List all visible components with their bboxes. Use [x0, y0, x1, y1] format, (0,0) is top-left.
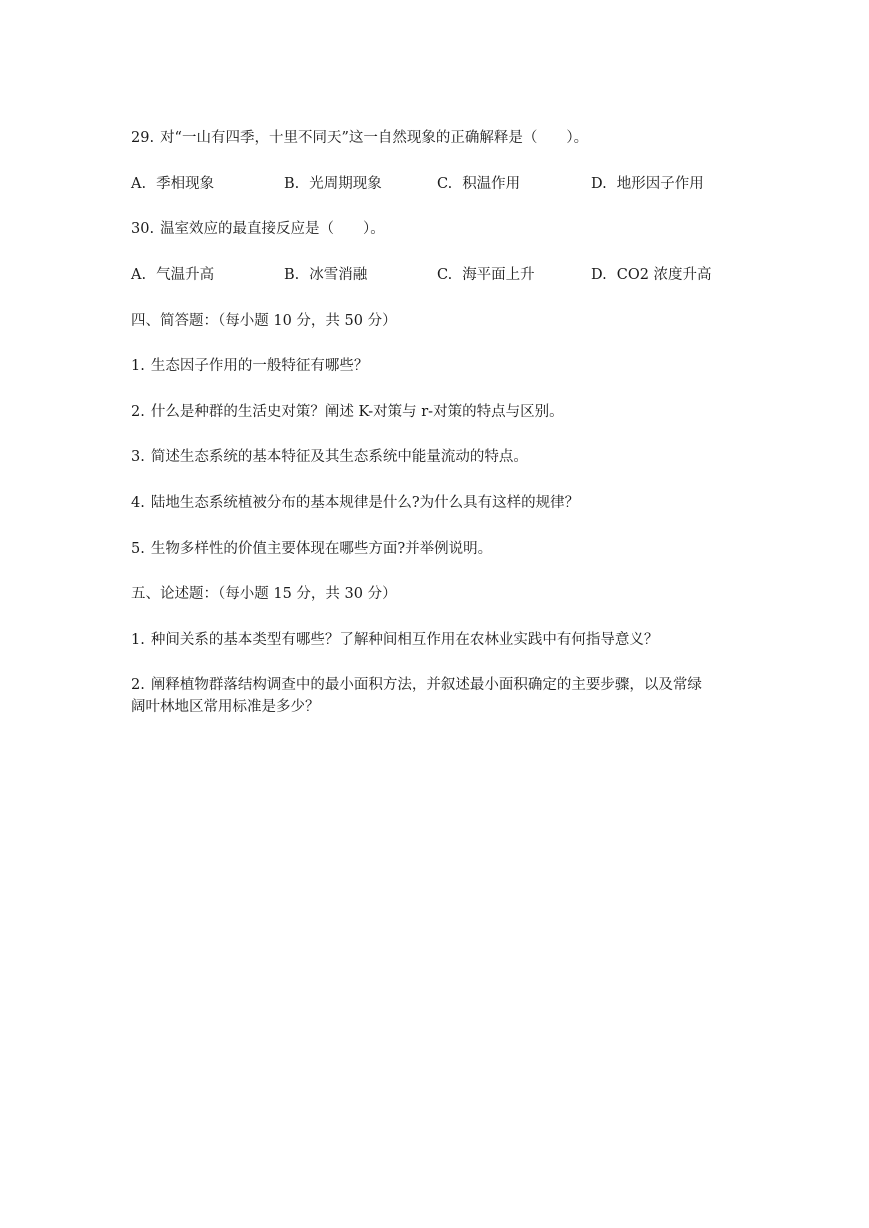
option-text: 季相现象 [156, 176, 215, 192]
q30-option-a [131, 265, 214, 285]
question-29 [131, 128, 588, 148]
short-answer-item-2 [131, 402, 564, 422]
item-text: 种间关系的基本类型有哪些？了解种间相互作用在农林业实践中有何指导意义？ [150, 632, 659, 648]
option-text: 光周期现象 [309, 176, 382, 192]
question-text: 对“一山有四季，十里不同天”这一自然现象的正确解释是（ ）。 [160, 130, 589, 146]
item-number: 1. [131, 632, 145, 648]
option-text: 海平面上升 [462, 267, 535, 283]
question-30 [131, 219, 385, 239]
option-letter: D. [591, 267, 607, 283]
item-number: 3. [131, 449, 145, 465]
option-letter: C. [437, 267, 453, 283]
option-text: CO2 浓度升高 [616, 267, 712, 283]
q29-option-b [284, 174, 382, 194]
option-letter: A. [131, 176, 147, 192]
option-letter: B. [284, 267, 300, 283]
option-text: 冰雪消融 [309, 267, 368, 283]
q30-option-d [591, 265, 712, 285]
section-heading-essay: 五、论述题：（每小题 15 分，共 30 分） [131, 586, 397, 602]
option-text: 地形因子作用 [616, 176, 704, 192]
item-text: 陆地生态系统植被分布的基本规律是什么?为什么具有这样的规律？ [150, 495, 580, 511]
q30-option-b [284, 265, 367, 285]
short-answer-item-1 [131, 356, 368, 376]
item-text: 生态因子作用的一般特征有哪些？ [150, 358, 369, 374]
item-number: 2. [131, 404, 145, 420]
item-number: 4. [131, 495, 145, 511]
essay-item-2-continuation: 阔叶林地区常用标准是多少？ [131, 699, 320, 715]
option-text: 积温作用 [462, 176, 521, 192]
item-text: 生物多样性的价值主要体现在哪些方面?并举例说明。 [150, 541, 493, 557]
item-number: 2. [131, 677, 145, 693]
option-letter: A. [131, 267, 147, 283]
item-text: 阐释植物群落结构调查中的最小面积方法，并叙述最小面积确定的主要步骤，以及常绿 [150, 677, 702, 693]
short-answer-item-3 [131, 447, 528, 467]
short-answer-item-4 [131, 493, 579, 513]
question-number: 29. [131, 130, 155, 146]
q29-option-d [591, 174, 704, 194]
short-answer-item-5 [131, 539, 492, 559]
essay-item-1 [131, 630, 658, 650]
question-number: 30. [131, 221, 155, 237]
q29-option-c [437, 174, 520, 194]
essay-item-2 [131, 675, 702, 695]
item-text: 简述生态系统的基本特征及其生态系统中能量流动的特点。 [150, 449, 528, 465]
option-letter: C. [437, 176, 453, 192]
option-text: 气温升高 [156, 267, 215, 283]
option-letter: D. [591, 176, 607, 192]
item-text: 什么是种群的生活史对策？阐述 K-对策与 r-对策的特点与区别。 [150, 404, 564, 420]
q30-option-c [437, 265, 535, 285]
question-text: 温室效应的最直接反应是（ ）。 [160, 221, 385, 237]
option-letter: B. [284, 176, 300, 192]
item-number: 5. [131, 541, 145, 557]
item-number: 1. [131, 358, 145, 374]
q29-option-a [131, 174, 214, 194]
section-heading-short-answer: 四、简答题：（每小题 10 分，共 50 分） [131, 313, 397, 329]
